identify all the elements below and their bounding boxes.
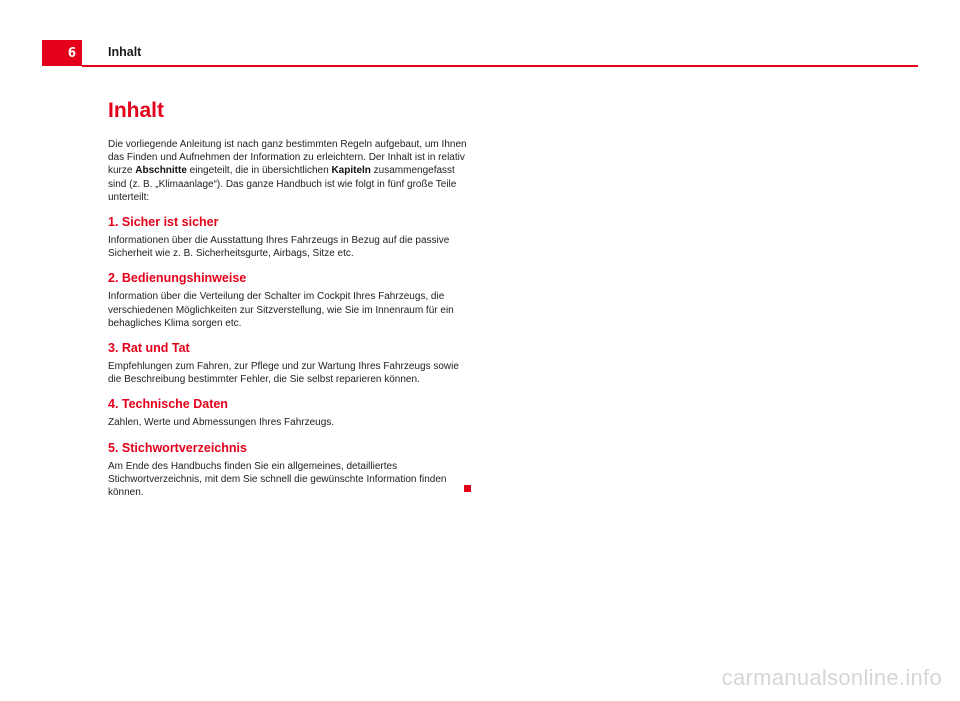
- section-heading: 3. Rat und Tat: [108, 341, 190, 356]
- page-title: Inhalt: [108, 99, 164, 122]
- section-4: [108, 396, 470, 429]
- page-number: 6: [42, 40, 82, 66]
- section-3: [108, 340, 470, 386]
- watermark: carmanualsonline.info: [721, 665, 942, 690]
- header-section-title: Inhalt: [108, 45, 142, 59]
- section-text: Informationen über die Ausstattung Ihres Fahrzeugs in Bezug auf die passive Sicherheit wie z. B. Sicherheitsgurte, Airbags, Sitze etc.: [108, 235, 450, 260]
- section-text: Am Ende des Handbuchs finden Sie ein allgemeines, detailliertes Stichwortverzeichnis, mit dem Sie schnell die gewünschte Information finden können.: [108, 460, 447, 499]
- section-text: Zahlen, Werte und Abmessungen Ihres Fahrzeugs.: [108, 417, 335, 429]
- section-2: [108, 270, 470, 330]
- section-5: [108, 440, 470, 500]
- intro-paragraph: [108, 138, 470, 204]
- section-heading: 4. Technische Daten: [108, 397, 228, 412]
- intro-bold-abschnitte: Abschnitte: [135, 165, 187, 177]
- intro-text-3: zusammengefasst sind (z. B. „Klimaanlage“). Das ganze Handbuch ist wie folgt in fünf große Teile unterteilt:: [108, 165, 457, 203]
- section-heading: 2. Bedienungshinweise: [108, 271, 247, 286]
- intro-text-1: Die vorliegende Anleitung ist nach ganz bestimmten Regeln aufgebaut, um Ihnen das Finden und Aufnehmen der Information zu erleichtern. Der Inhalt ist in relativ kurze: [108, 139, 467, 177]
- section-end-marker: [464, 485, 471, 492]
- section-text: Information über die Verteilung der Schalter im Cockpit Ihres Fahrzeugs, die verschiedenen Möglichkeiten zur Sitzverstellung, wie Sie im Innenraum für ein behagliches Klima sorgen etc.: [108, 291, 454, 329]
- page-header: [42, 40, 918, 68]
- section-heading: 1. Sicher ist sicher: [108, 215, 219, 230]
- intro-text-2: eingeteilt, die in übersichtlichen: [186, 165, 332, 177]
- header-rule: [82, 65, 918, 67]
- section-heading: 5. Stichwortverzeichnis: [108, 440, 247, 455]
- intro-bold-kapiteln: Kapiteln: [331, 165, 371, 177]
- section-1: [108, 214, 470, 260]
- main-content: [108, 98, 470, 499]
- section-text: Empfehlungen zum Fahren, zur Pflege und zur Wartung Ihres Fahrzeugs sowie die Beschreibung bestimmter Fehler, die Sie selbst reparieren können.: [108, 361, 459, 386]
